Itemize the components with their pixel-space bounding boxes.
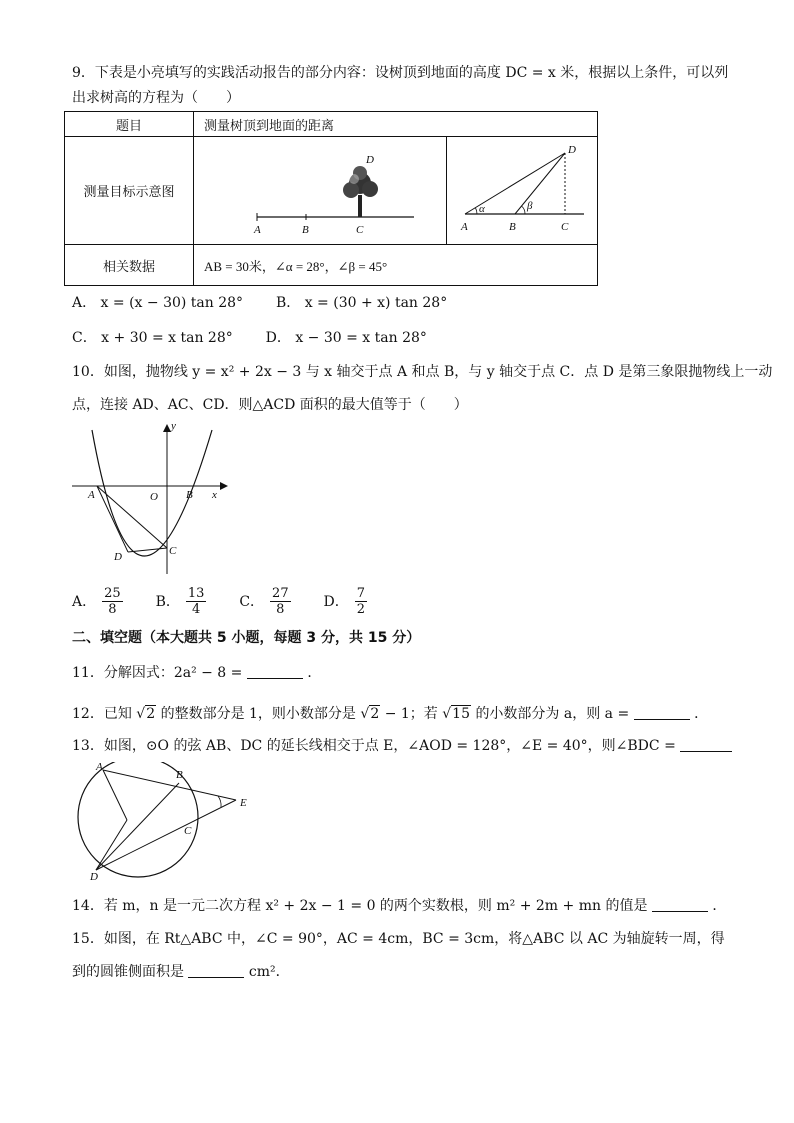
q13-answer-blank[interactable] xyxy=(680,737,732,752)
q13-text: 13．如图，⊙O 的弦 AB、DC 的延长线相交于点 E，∠AOD = 128°，∠E = 40°，则∠BDC = xyxy=(72,738,676,754)
fig-label-c: C xyxy=(184,825,192,837)
tree-diagram xyxy=(194,137,446,240)
q15-answer-blank[interactable] xyxy=(188,963,244,978)
q12-radicand-2: 2 xyxy=(370,706,380,722)
q10-stem-line2: 点，连接 AD、AC、CD．则△ACD 面积的最大值等于（ ） xyxy=(72,397,468,413)
table-row1-left: 测量目标示意图 xyxy=(65,137,194,245)
fig-label-beta: β xyxy=(527,200,533,212)
q14: 14．若 m，n 是一元二次方程 x² + 2x − 1 = 0 的两个实数根，则 m² + 2m + mn 的值是 ． xyxy=(72,898,727,914)
fig-label-d: D xyxy=(568,144,576,156)
q11: 11．分解因式：2a² − 8 = ． xyxy=(72,665,322,681)
fig-label-d: D xyxy=(90,871,98,882)
q9-stem-line1: 9．下表是小亮填写的实践活动报告的部分内容：设树顶到地面的高度 DC = x 米，根据以上条件，可以列 xyxy=(72,65,729,81)
parabola-figure xyxy=(70,422,230,577)
circle-figure xyxy=(66,762,256,882)
triangle-diagram-cell xyxy=(447,137,598,245)
tree-diagram-cell xyxy=(194,137,447,245)
q9-report-table xyxy=(64,111,598,286)
q9-choice-c[interactable]: C． x + 30 = x tan 28° xyxy=(72,330,233,346)
fig-label-alpha: α xyxy=(479,203,485,215)
q10-option-b[interactable]: B． $\frac{13}{4}$ xyxy=(155,586,205,617)
q15-line2: 到的圆锥侧面积是 cm²． xyxy=(72,964,290,980)
fig-label-b: B xyxy=(302,224,309,236)
fig-label-y: y xyxy=(171,422,176,432)
q9-choice-b[interactable]: B． x = (30 + x) tan 28° xyxy=(275,295,448,311)
q9-choices-ab xyxy=(72,293,447,313)
q9-stem-line2: 出求树高的方程为（ ） xyxy=(72,90,240,106)
fig-label-a: A xyxy=(461,221,468,233)
fig-label-c: C xyxy=(169,545,177,557)
q10-option-c[interactable]: C． $\frac{27}{8}$ xyxy=(239,586,289,617)
q13 xyxy=(72,736,732,756)
table-row2-right: AB = 30米，∠α = 28°，∠β = 45° xyxy=(194,245,598,286)
q12-radicand-3: 15 xyxy=(452,706,470,722)
q10-option-d[interactable]: D． $\frac{7}{2}$ xyxy=(323,586,366,617)
fig-label-a: A xyxy=(254,224,261,236)
q9-choices-cd xyxy=(72,328,427,348)
fig-label-d: D xyxy=(366,154,374,166)
table-header-left: 题目 xyxy=(65,112,194,137)
fig-label-c: C xyxy=(561,221,569,233)
q10-options xyxy=(72,586,367,617)
fig-label-b: B xyxy=(186,489,193,501)
q10-option-a[interactable]: A． $\frac{25}{8}$ xyxy=(72,586,121,617)
q12: 12．已知 √2 的整数部分是 1，则小数部分是 √2 − 1；若 √15 的小数部分为 a，则 a = ． xyxy=(72,706,709,722)
q9-choice-a[interactable]: A． x = (x − 30) tan 28° xyxy=(72,295,244,311)
q10-stem-line1: 10．如图，抛物线 y = x² + 2x − 3 与 x 轴交于点 A 和点 B，与 y 轴交于点 C．点 D 是第三象限抛物线上一动 xyxy=(72,364,773,380)
section2-title: 二、填空题（本大题共 5 小题，每题 3 分，共 15 分） xyxy=(72,630,421,646)
q12-answer-blank[interactable] xyxy=(634,705,690,720)
fig-label-a: A xyxy=(96,762,103,773)
q11-text: 11．分解因式：2a² − 8 = xyxy=(72,665,243,681)
q12-radicand-1: 2 xyxy=(146,706,156,722)
fig-label-x: x xyxy=(212,489,217,501)
table-header-right: 测量树顶到地面的距离 xyxy=(194,112,598,137)
fig-label-o: O xyxy=(150,491,158,503)
fig-label-b: B xyxy=(176,769,183,781)
fig-label-a: A xyxy=(88,489,95,501)
q11-answer-blank[interactable] xyxy=(247,664,303,679)
table-row2-left: 相关数据 xyxy=(65,245,194,286)
q14-text: 14．若 m，n 是一元二次方程 x² + 2x − 1 = 0 的两个实数根，则 m² + 2m + mn 的值是 xyxy=(72,898,648,914)
q15-line1: 15．如图，在 Rt△ABC 中，∠C = 90°，AC = 4cm，BC = 3cm，将△ABC 以 AC 为轴旋转一周，得 xyxy=(72,931,725,947)
triangle-diagram xyxy=(447,137,597,240)
fig-label-e: E xyxy=(240,797,247,809)
fig-label-b: B xyxy=(509,221,516,233)
q9-choice-d[interactable]: D． x − 30 = x tan 28° xyxy=(265,330,427,346)
fig-label-c: C xyxy=(356,224,364,236)
fig-label-d: D xyxy=(114,551,122,563)
tree-icon xyxy=(343,166,378,217)
q14-answer-blank[interactable] xyxy=(652,897,708,912)
